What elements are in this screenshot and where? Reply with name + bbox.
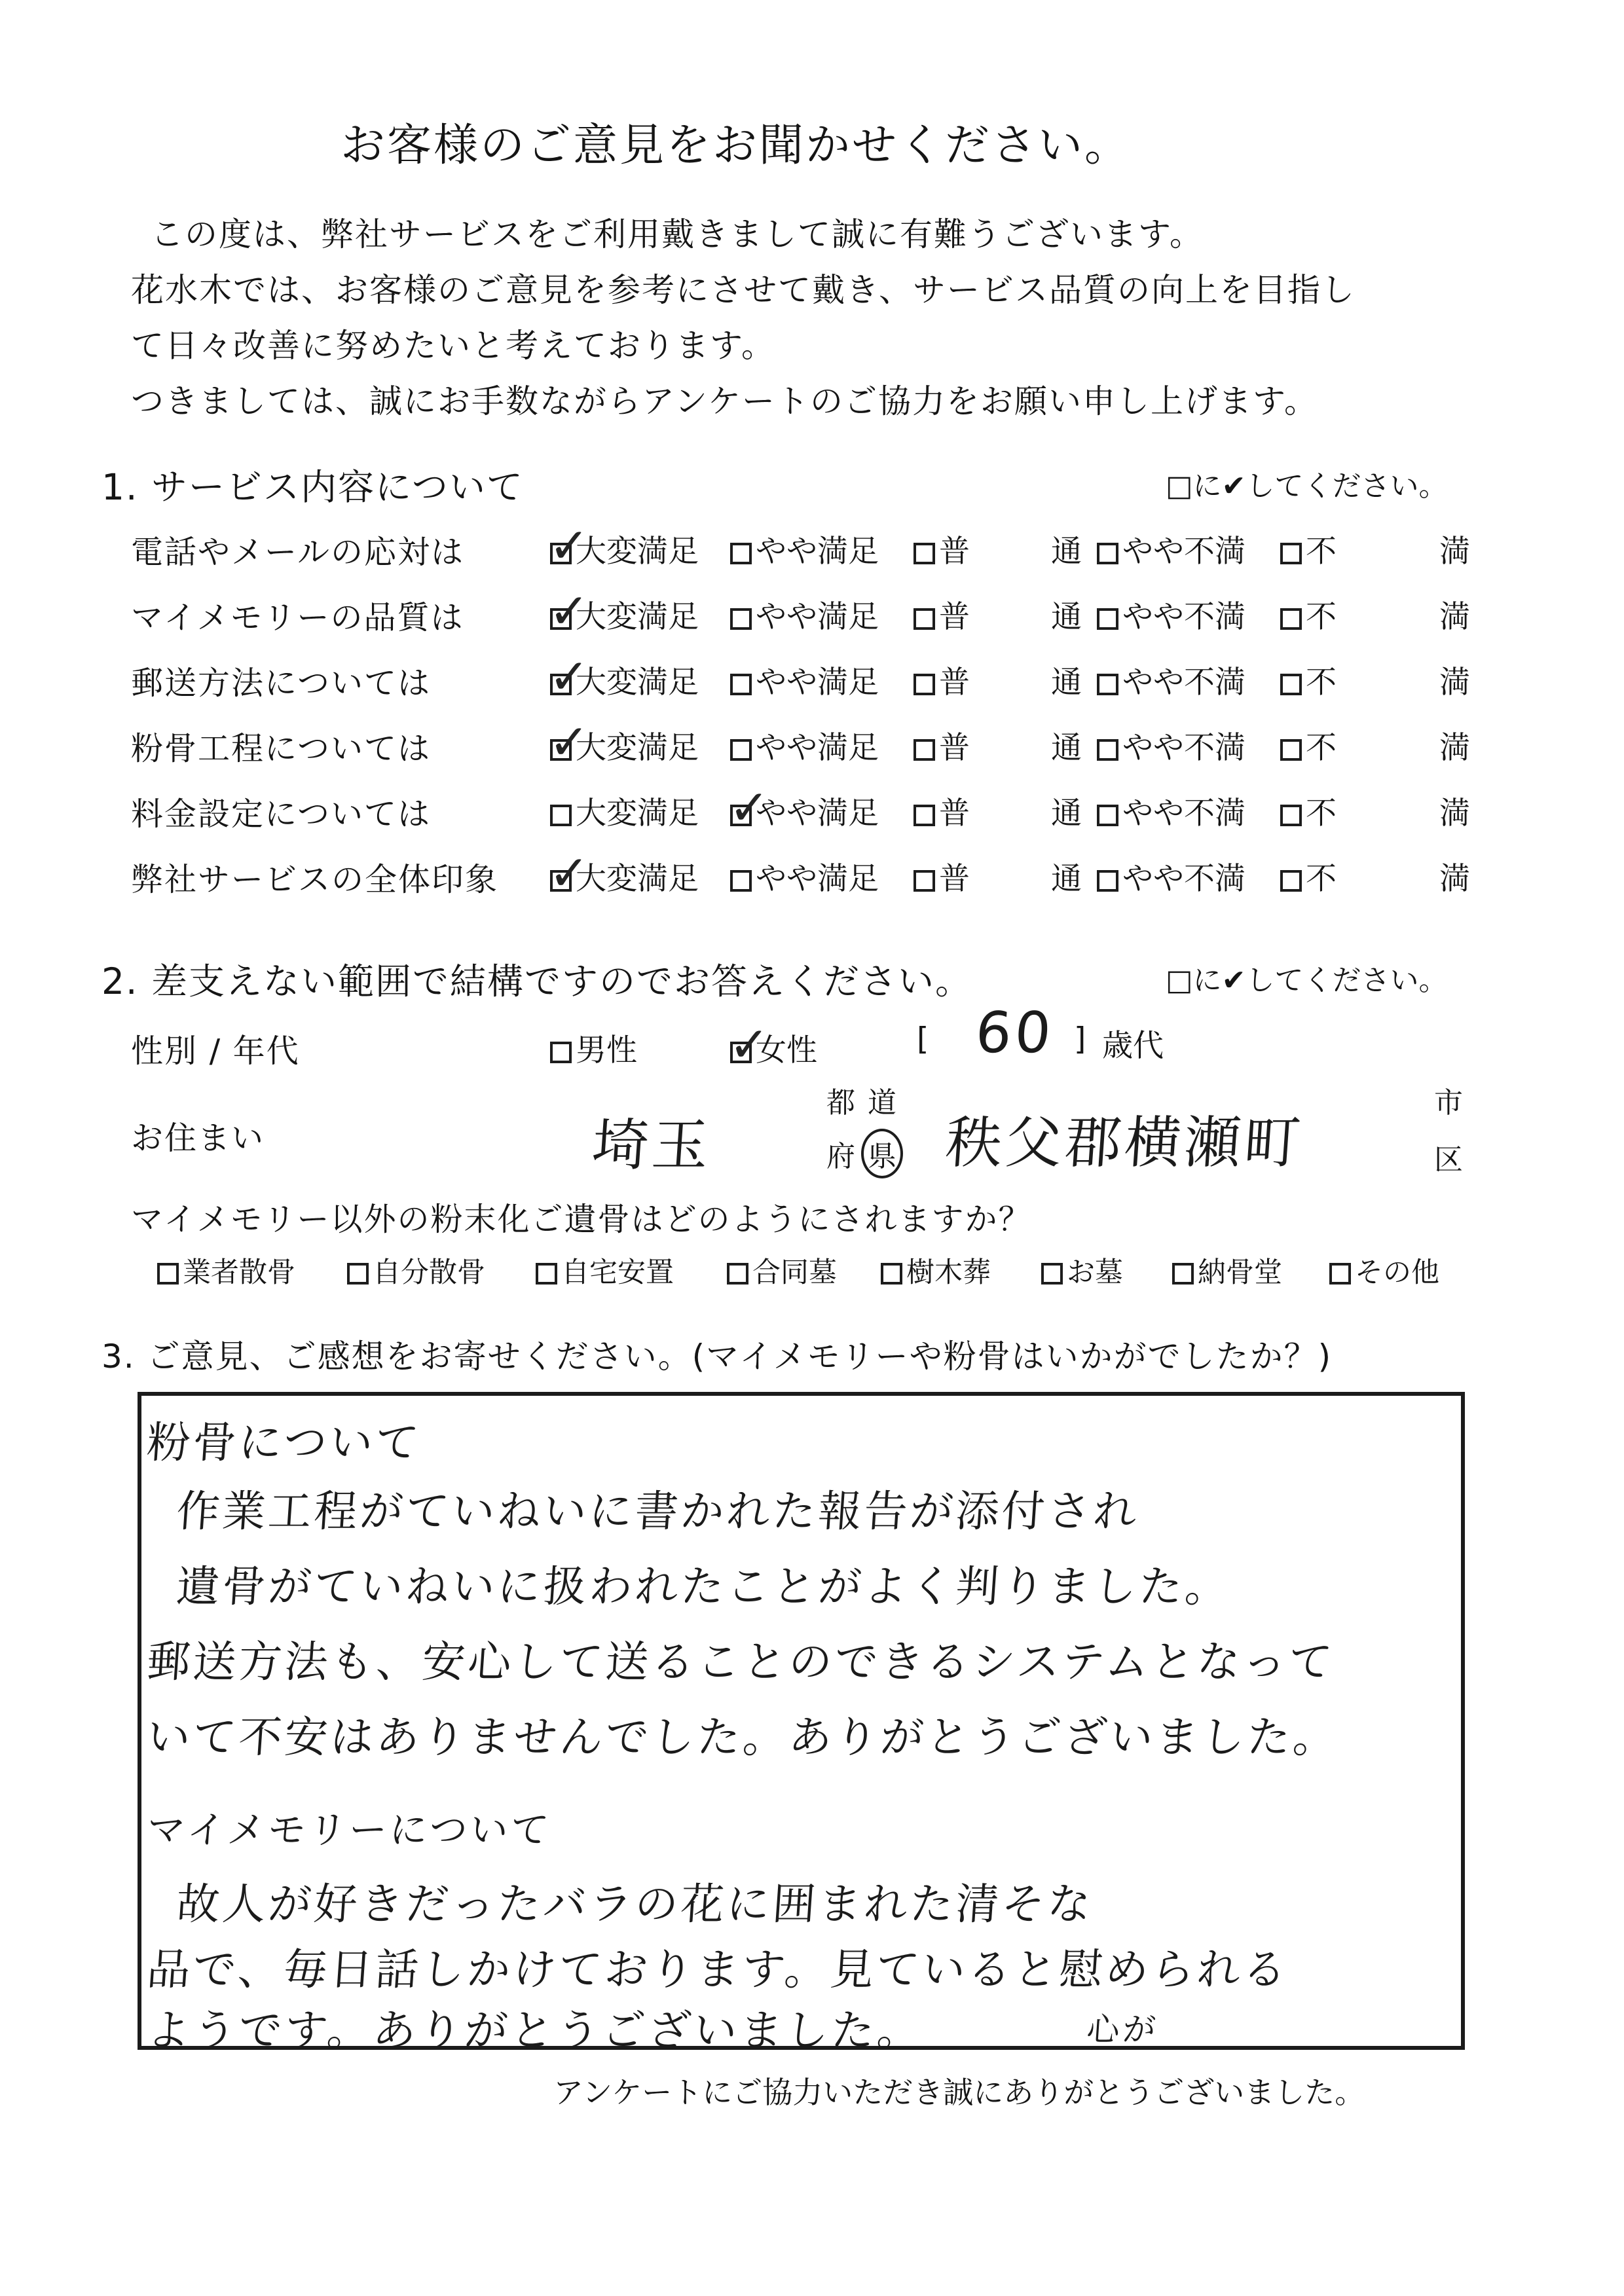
gender-female-option[interactable] (729, 1017, 817, 1073)
gender-male-option[interactable] (550, 1026, 637, 1070)
intro-line-1: この度は、弊社サービスをご利用戴きまして誠に有難うございます。 (151, 215, 1204, 253)
rating-option[interactable] (1097, 527, 1246, 571)
disposal-option[interactable] (881, 1250, 991, 1290)
rating-option[interactable] (913, 592, 970, 636)
disposal-option[interactable] (1329, 1250, 1439, 1290)
rating-option (1439, 592, 1470, 636)
rating-checkbox[interactable] (1280, 674, 1302, 695)
disposal-checkbox[interactable] (881, 1263, 902, 1285)
male-label: 男性 (576, 1032, 637, 1068)
comment-line-2: 遺骨がていねいに扱われたことがよく判りました。 (174, 1561, 1233, 1612)
rating-checkbox[interactable] (549, 845, 590, 902)
rating-option-label: 不 (1306, 730, 1337, 766)
town-value[interactable]: 秩父郡横瀬町 (943, 1110, 1306, 1176)
rating-checkbox[interactable] (913, 739, 935, 761)
checkmark-icon: ✓ (729, 1017, 770, 1073)
disposal-checkbox[interactable] (536, 1263, 557, 1285)
section1-heading: 1. サービス内容について (101, 466, 524, 508)
rating-option (1051, 723, 1082, 767)
rating-checkbox[interactable] (730, 739, 752, 761)
rating-checkbox[interactable] (730, 608, 752, 630)
checkmark-icon: ✓ (729, 780, 770, 836)
rating-option[interactable] (913, 527, 970, 571)
rating-option[interactable] (549, 714, 699, 771)
comment-line-4: いて不安はありませんでした。ありがとうございました。 (145, 1712, 1341, 1762)
rating-option-label: やや満足 (756, 861, 879, 897)
rating-option-label: やや満足 (756, 599, 879, 635)
other-question: マイメモリー以外の粉末化ご遺骨はどのようにされますか？ (131, 1201, 1032, 1238)
rating-option[interactable] (730, 527, 879, 571)
row-label: 料金設定については (131, 795, 432, 833)
comment-insert: 心が (1085, 2011, 1160, 2049)
rating-option (1439, 723, 1470, 767)
disposal-option[interactable] (1172, 1250, 1282, 1290)
rating-checkbox[interactable] (1097, 674, 1118, 695)
section2-heading: 2. 差支えない範囲で結構ですのでお答えください。 (101, 960, 972, 1002)
male-checkbox[interactable] (550, 1042, 572, 1063)
rating-option[interactable] (1097, 658, 1246, 702)
rating-option (1051, 658, 1082, 702)
disposal-option[interactable] (727, 1250, 837, 1290)
female-checkbox[interactable] (729, 1017, 770, 1073)
rating-option-label: 通 (1051, 665, 1082, 701)
checkmark-icon: ✓ (549, 714, 590, 771)
rating-option-label: 通 (1051, 534, 1082, 570)
disposal-option-label: 自宅安置 (561, 1256, 674, 1289)
rating-option (1051, 527, 1082, 571)
checkmark-icon: ✓ (549, 518, 590, 574)
rating-option-label: 通 (1051, 861, 1082, 897)
address-label: お住まい (131, 1120, 265, 1157)
disposal-option-label: 合同墓 (752, 1256, 837, 1289)
rating-checkbox[interactable] (1097, 805, 1118, 826)
rating-option[interactable] (913, 723, 970, 767)
comment-line-1: 作業工程がていねいに書かれた報告が添付され (174, 1486, 1141, 1537)
rating-option (1051, 789, 1082, 833)
rating-checkbox[interactable] (1097, 739, 1118, 761)
rating-option-label: 不 (1306, 599, 1337, 635)
rating-checkbox[interactable] (1280, 543, 1302, 564)
rating-option[interactable] (1280, 592, 1337, 636)
pref-ken-label: 県 (861, 1129, 903, 1178)
pref-do-label: 道 (868, 1086, 896, 1120)
rating-checkbox[interactable] (913, 805, 935, 826)
rating-option[interactable] (913, 789, 970, 833)
intro-line-4: つきましては、誠にお手数ながらアンケートのご協力をお願い申し上げます。 (131, 382, 1318, 420)
row-label: 弊社サービスの全体印象 (131, 861, 499, 898)
rating-option-label: 普 (939, 534, 970, 570)
comment-line-7: ようです。ありがとうございました。 (145, 2005, 925, 2056)
rating-option-label: やや不満 (1122, 534, 1246, 570)
rating-option[interactable] (730, 592, 879, 636)
disposal-option[interactable] (347, 1250, 485, 1290)
disposal-checkbox[interactable] (1041, 1263, 1063, 1285)
footer-thanks: アンケートにご協力いただき誠にありがとうございました。 (553, 2075, 1365, 2110)
age-close-bracket: ] (1074, 1021, 1086, 1057)
rating-option-label: 大変満足 (576, 730, 699, 766)
disposal-option[interactable] (1041, 1250, 1123, 1290)
rating-checkbox[interactable] (1097, 608, 1118, 630)
rating-option-label: 普 (939, 599, 970, 635)
comment-line-6: 品で、毎日話しかけております。見ていると慰められる (145, 1944, 1291, 1995)
row-label: 郵送方法については (131, 665, 432, 702)
rating-option[interactable] (730, 723, 879, 767)
rating-option[interactable] (549, 649, 699, 705)
checkmark-icon: ✓ (549, 845, 590, 902)
disposal-option-label: 業者散骨 (183, 1256, 295, 1289)
rating-option[interactable] (1097, 723, 1246, 767)
rating-checkbox[interactable] (913, 543, 935, 564)
rating-option-label: 普 (939, 730, 970, 766)
rating-option[interactable] (549, 583, 699, 640)
rating-checkbox[interactable] (729, 780, 770, 836)
page-title: お客様のご意見をお聞かせください。 (341, 120, 1132, 172)
intro-line-2: 花水木では、お客様のご意見を参考にさせて戴き、サービス品質の向上を目指し (131, 271, 1356, 309)
rating-option (1439, 789, 1470, 833)
rating-option-label: 満 (1439, 599, 1470, 635)
comment-line-3: 郵送方法も、安心して送ることのできるシステムとなって (145, 1637, 1337, 1687)
rating-option[interactable] (1280, 723, 1337, 767)
rating-option-label: 通 (1051, 599, 1082, 635)
row-label: 電話やメールの応対は (131, 534, 465, 571)
disposal-option-label: 樹木葬 (906, 1256, 991, 1289)
rating-checkbox[interactable] (913, 870, 935, 892)
rating-option-label: やや不満 (1122, 730, 1246, 766)
rating-option-label: やや不満 (1122, 665, 1246, 701)
rating-option[interactable] (550, 789, 699, 833)
intro-line-3: て日々改善に努めたいと考えております。 (131, 327, 775, 365)
rating-option[interactable] (729, 780, 879, 836)
rating-option-label: 満 (1439, 534, 1470, 570)
rating-checkbox[interactable] (1097, 543, 1118, 564)
rating-option-label: やや満足 (756, 795, 879, 831)
disposal-checkbox[interactable] (157, 1263, 179, 1285)
age-open-bracket: [ (917, 1021, 929, 1057)
rating-option[interactable] (549, 518, 699, 574)
comment-heading-2: マイメモリーについて (145, 1808, 553, 1852)
rating-option-label: やや不満 (1122, 795, 1246, 831)
comment-line-5: 故人が好きだったバラの花に囲まれた清そな (174, 1879, 1096, 1929)
rating-option-label: 大変満足 (576, 795, 699, 831)
rating-option-label: 普 (939, 665, 970, 701)
checkmark-icon: ✓ (549, 649, 590, 705)
disposal-checkbox[interactable] (727, 1263, 748, 1285)
disposal-option[interactable] (157, 1250, 295, 1290)
rating-option[interactable] (1097, 854, 1246, 898)
pref-fu-label: 府 (826, 1140, 855, 1173)
rating-option[interactable] (730, 658, 879, 702)
comment-heading-1: 粉骨について (145, 1417, 423, 1468)
rating-checkbox[interactable] (1280, 805, 1302, 826)
disposal-option[interactable] (536, 1250, 674, 1290)
rating-checkbox[interactable] (730, 870, 752, 892)
rating-checkbox[interactable] (549, 714, 590, 771)
rating-checkbox[interactable] (549, 649, 590, 705)
rating-checkbox[interactable] (549, 583, 590, 640)
rating-option-label: 通 (1051, 730, 1082, 766)
rating-checkbox[interactable] (1280, 608, 1302, 630)
rating-option-label: 普 (939, 795, 970, 831)
rating-option-label: 大変満足 (576, 861, 699, 897)
rating-option-label: やや不満 (1122, 599, 1246, 635)
rating-option[interactable] (549, 845, 699, 902)
rating-option-label: 通 (1051, 795, 1082, 831)
rating-option-label: 満 (1439, 795, 1470, 831)
section2-note: □に✔してください。 (1166, 964, 1448, 997)
rating-option-label: 普 (939, 861, 970, 897)
rating-checkbox[interactable] (1097, 870, 1118, 892)
rating-option-label: やや不満 (1122, 861, 1246, 897)
rating-option[interactable] (730, 854, 879, 898)
rating-option-label: 不 (1306, 665, 1337, 701)
rating-checkbox[interactable] (730, 543, 752, 564)
pref-to-label: 都 (826, 1086, 855, 1120)
disposal-option-label: その他 (1355, 1256, 1439, 1289)
rating-option-label: 大変満足 (576, 599, 699, 635)
disposal-checkbox[interactable] (1172, 1263, 1194, 1285)
rating-checkbox[interactable] (1280, 870, 1302, 892)
rating-option (1439, 527, 1470, 571)
female-label: 女性 (756, 1032, 817, 1068)
rating-checkbox[interactable] (549, 518, 590, 574)
rating-checkbox[interactable] (913, 608, 935, 630)
city-shi-label: 市 (1434, 1086, 1463, 1120)
disposal-checkbox[interactable] (347, 1263, 369, 1285)
rating-option (1439, 658, 1470, 702)
rating-option-label: やや満足 (756, 730, 879, 766)
rating-option[interactable] (913, 854, 970, 898)
rating-checkbox[interactable] (913, 674, 935, 695)
section1-note: □に✔してください。 (1166, 469, 1448, 503)
row-label: マイメモリーの品質は (131, 599, 464, 636)
rating-option[interactable] (1280, 789, 1337, 833)
rating-checkbox[interactable] (550, 805, 572, 826)
rating-option[interactable] (913, 658, 970, 702)
rating-option-label: 満 (1439, 861, 1470, 897)
rating-option-label: 不 (1306, 534, 1337, 570)
rating-checkbox[interactable] (730, 674, 752, 695)
rating-option[interactable] (1097, 789, 1246, 833)
city-ku-label: 区 (1434, 1143, 1463, 1176)
age-unit: 歳代 (1102, 1028, 1164, 1064)
rating-option-label: やや満足 (756, 665, 879, 701)
rating-option-label: 大変満足 (576, 665, 699, 701)
disposal-option-label: 自分散骨 (373, 1256, 485, 1289)
rating-option-label: やや満足 (756, 534, 879, 570)
rating-checkbox[interactable] (1280, 739, 1302, 761)
rating-option (1051, 592, 1082, 636)
rating-option[interactable] (1280, 854, 1337, 898)
prefecture-value[interactable]: 埼玉 (589, 1113, 714, 1178)
rating-option-label: 大変満足 (576, 534, 699, 570)
rating-option-label: 不 (1306, 861, 1337, 897)
checkmark-icon: ✓ (549, 583, 590, 640)
rating-option-label: 不 (1306, 795, 1337, 831)
rating-option (1439, 854, 1470, 898)
rating-option[interactable] (1097, 592, 1246, 636)
rating-option-label: 満 (1439, 730, 1470, 766)
age-value[interactable]: 60 (973, 1000, 1056, 1066)
disposal-checkbox[interactable] (1329, 1263, 1351, 1285)
rating-option-label: 満 (1439, 665, 1470, 701)
rating-option[interactable] (1280, 658, 1337, 702)
gender-age-label: 性別 / 年代 (131, 1032, 300, 1070)
disposal-option-label: 納骨堂 (1198, 1256, 1282, 1289)
section3-heading: 3. ご意見、ご感想をお寄せください。(マイメモリーや粉骨はいかがでしたか？) (101, 1338, 1333, 1376)
rating-option[interactable] (1280, 527, 1337, 571)
rating-option (1051, 854, 1082, 898)
row-label: 粉骨工程については (131, 730, 432, 767)
disposal-option-label: お墓 (1067, 1256, 1123, 1289)
